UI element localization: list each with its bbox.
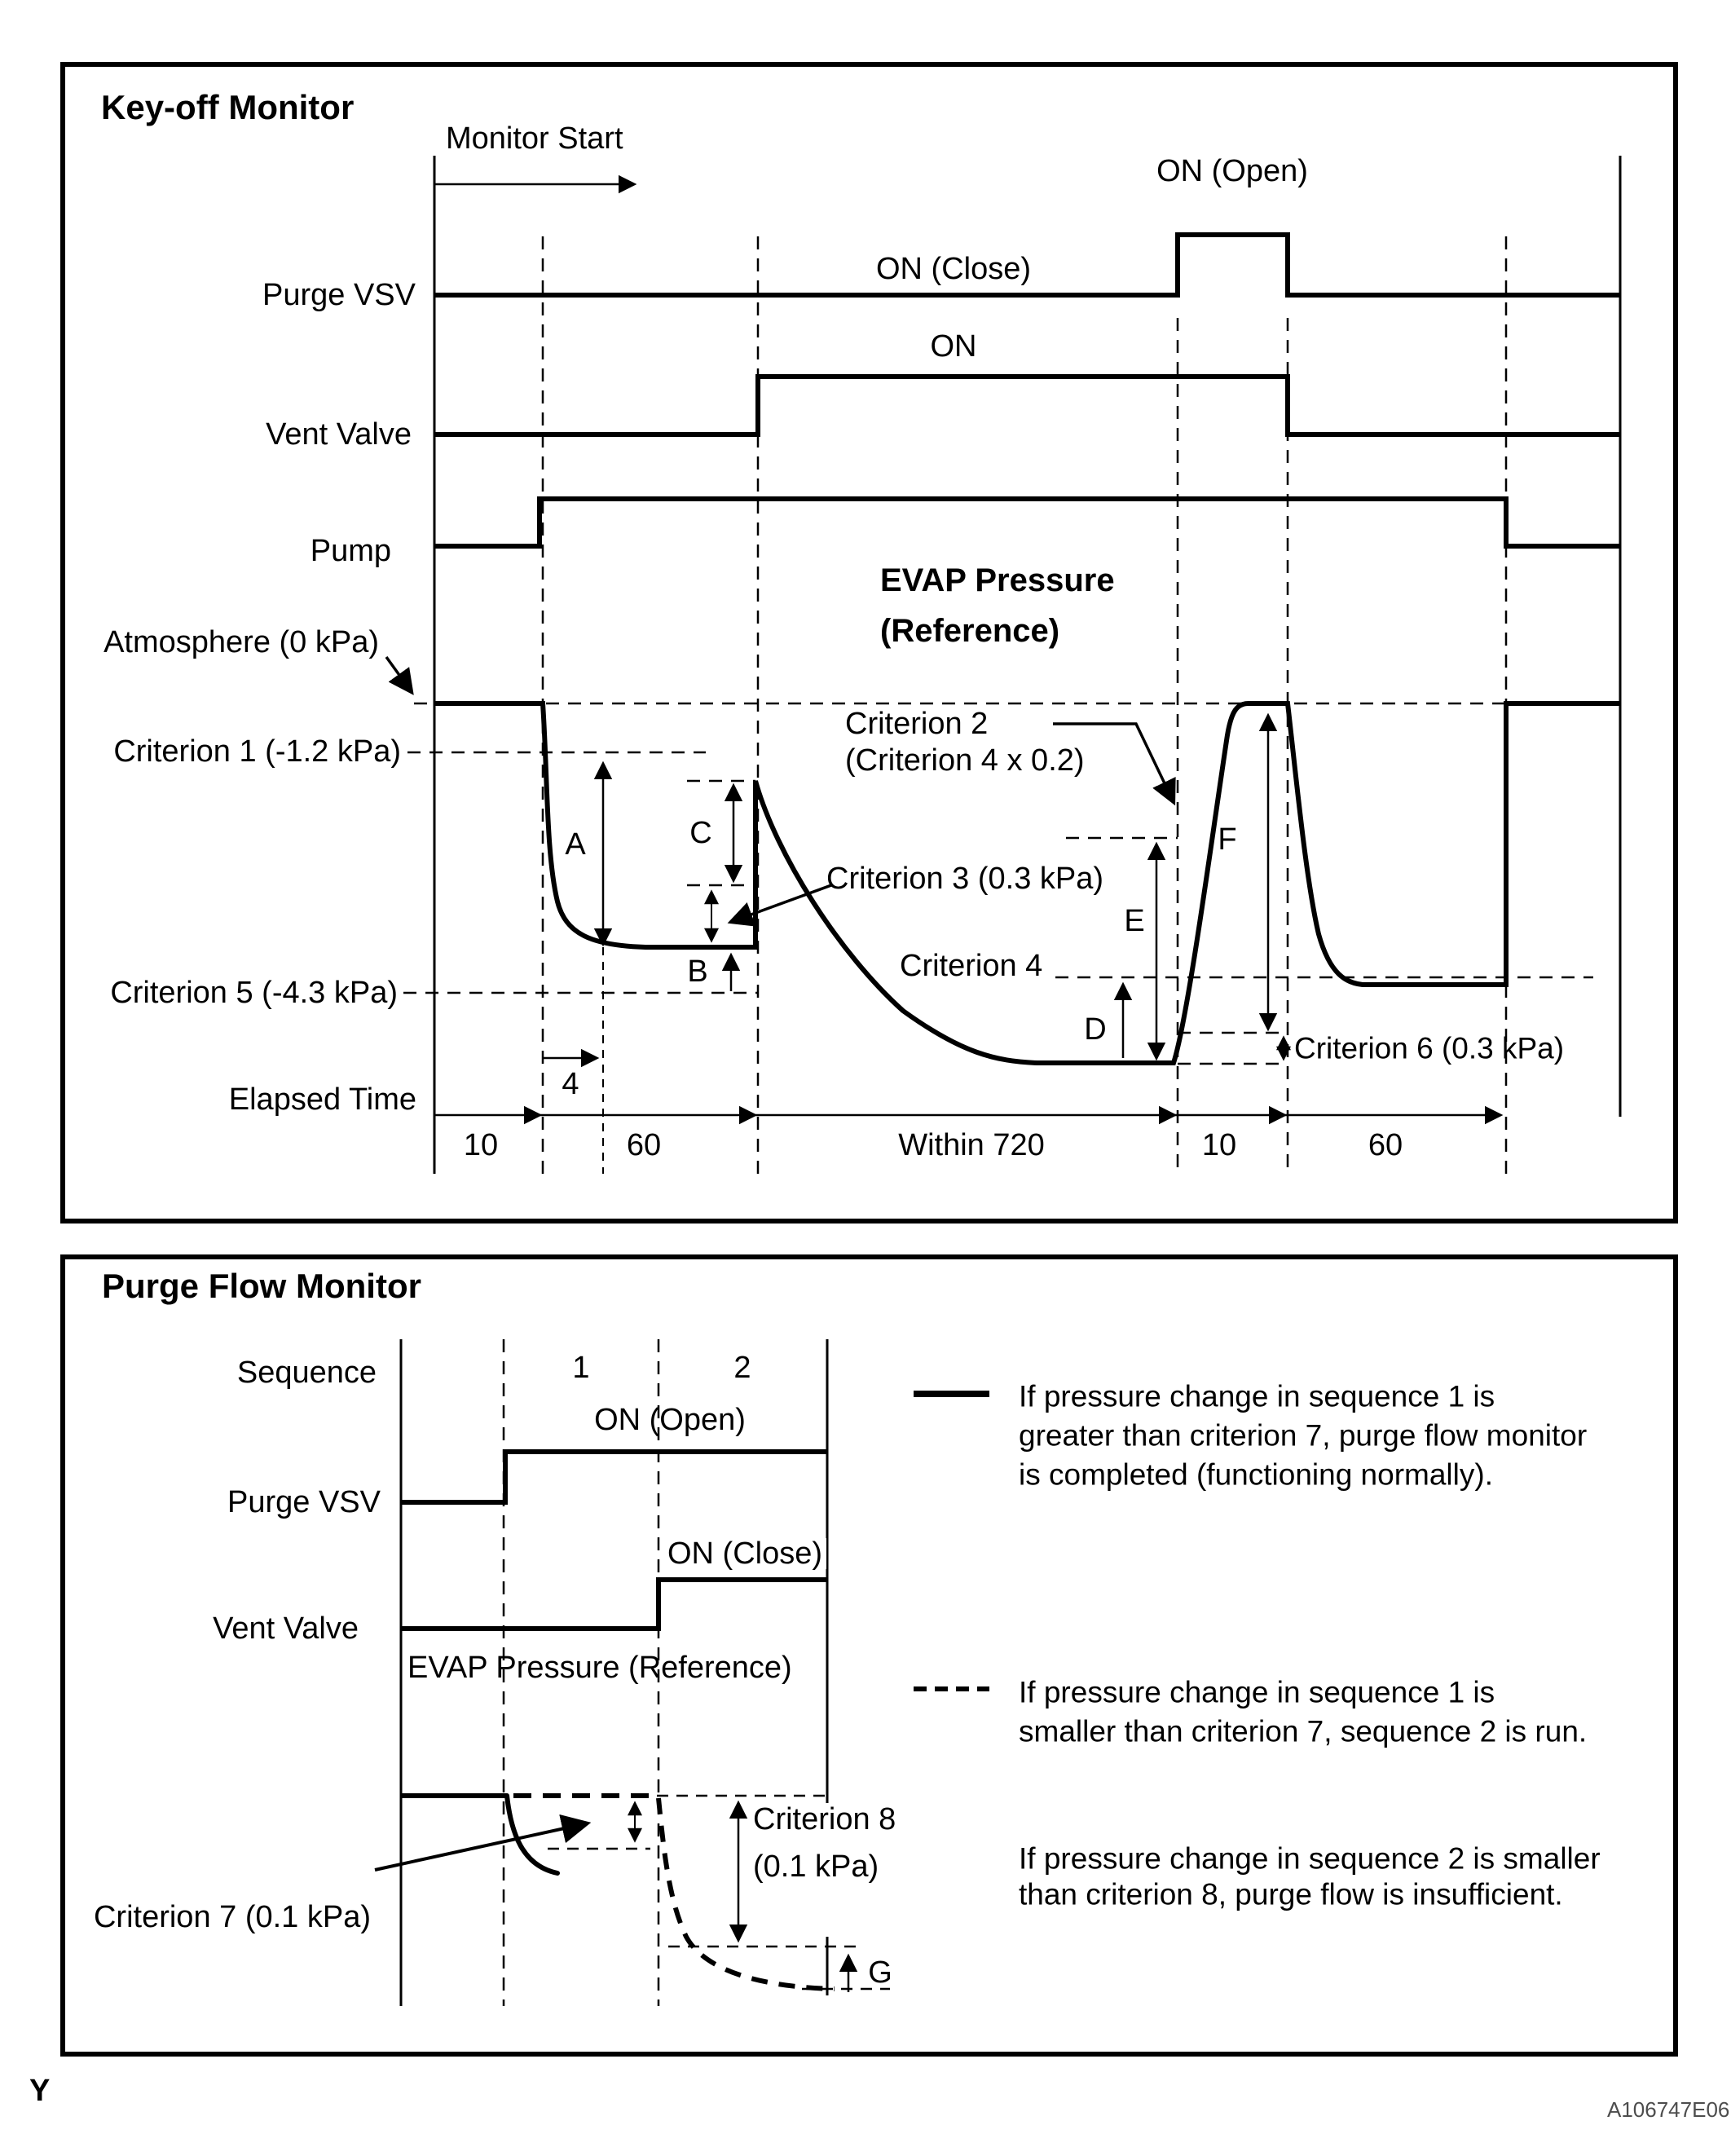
evap-pressure-title-line1: EVAP Pressure: [880, 562, 1115, 598]
waveforms-top: [434, 235, 1620, 1063]
vent-on-close-label-bottom: ON (Close): [663, 1538, 826, 1569]
figure-code: A106747E06: [1607, 2097, 1730, 2122]
four-second-label: 4: [562, 1067, 579, 1101]
time-label-10b: 10: [1201, 1128, 1237, 1162]
criterion3-label: Criterion 3 (0.3 kPa): [826, 862, 1104, 896]
criterion4-label: Criterion 4: [900, 949, 1043, 983]
page-marker: Y: [29, 2074, 51, 2108]
criterion7-label: Criterion 7 (0.1 kPa): [93, 1900, 371, 1934]
legend1-line2: greater than criterion 7, purge flow monitor: [1019, 1418, 1588, 1453]
atmosphere-leader-arrow: [386, 657, 412, 692]
legend3-line1: If pressure change in sequence 2 is smaller: [1019, 1841, 1601, 1876]
vent-valve-label-bottom: Vent Valve: [213, 1611, 359, 1646]
evap-reference-label-bottom: EVAP Pressure (Reference): [407, 1651, 792, 1685]
purge-flow-title: Purge Flow Monitor: [102, 1267, 421, 1305]
legend2-line2: smaller than criterion 7, sequence 2 is run.: [1019, 1714, 1588, 1748]
sequence1-label: 1: [572, 1351, 590, 1385]
marker-c-label: C: [689, 816, 712, 850]
time-label-within720: Within 720: [898, 1128, 1045, 1162]
atmosphere-label: Atmosphere (0 kPa): [104, 625, 379, 659]
marker-e-label: E: [1124, 904, 1145, 938]
purge-vsv-label-bottom: Purge VSV: [227, 1485, 381, 1519]
marker-b-label: B: [687, 955, 708, 989]
marker-f-label: F: [1218, 822, 1237, 857]
elapsed-time-label: Elapsed Time: [228, 1082, 416, 1117]
criterion7-leader-arrow: [375, 1823, 587, 1870]
criterion8-label-line2: (0.1 kPa): [749, 1851, 883, 1882]
purge-vsv-label-top: Purge VSV: [262, 278, 416, 312]
purge-on-open-label-top: ON (Open): [1156, 154, 1308, 188]
keyoff-title: Key-off Monitor: [101, 88, 355, 126]
criterion2-label-line1: Criterion 2: [845, 707, 989, 741]
legend1-line3: is completed (functioning normally).: [1019, 1457, 1493, 1492]
waveforms-bottom: [401, 1452, 835, 1989]
marker-g-label: G: [868, 1955, 892, 1990]
criterion2-label-line2: (Criterion 4 x 0.2): [845, 743, 1085, 778]
purge-on-open-label-bottom: ON (Open): [594, 1403, 746, 1437]
purge-vsv-waveform-bottom: [401, 1452, 827, 1502]
marker-d-label: D: [1084, 1012, 1107, 1047]
vent-on-label-top: ON: [930, 329, 977, 364]
time-label-60b: 60: [1368, 1128, 1403, 1162]
criterion1-label: Criterion 1 (-1.2 kPa): [113, 734, 401, 769]
legend1-line1: If pressure change in sequence 1 is: [1019, 1379, 1495, 1413]
time-label-10a: 10: [463, 1128, 499, 1162]
marker-a-label: A: [565, 827, 586, 862]
pump-label: Pump: [310, 534, 391, 568]
legend2-line1: If pressure change in sequence 1 is: [1019, 1675, 1495, 1709]
purge-on-close-label-top: ON (Close): [875, 252, 1032, 286]
vent-valve-waveform-bottom: [401, 1580, 827, 1629]
pump-waveform: [434, 499, 1620, 546]
legend3-line2: than criterion 8, purge flow is insufficient.: [1019, 1877, 1563, 1911]
vent-valve-waveform-top: [434, 377, 1620, 434]
criterion5-label: Criterion 5 (-4.3 kPa): [110, 976, 398, 1010]
sequence-label: Sequence: [236, 1356, 377, 1390]
time-label-60a: 60: [626, 1128, 662, 1162]
criterion8-label-line1: Criterion 8: [749, 1804, 900, 1835]
evap-pressure-title-line2: (Reference): [880, 613, 1060, 649]
sequence2-label: 2: [733, 1351, 751, 1385]
criterion6-label: Criterion 6 (0.3 kPa): [1294, 1031, 1565, 1065]
monitor-start-label: Monitor Start: [446, 121, 623, 156]
vent-valve-label-top: Vent Valve: [266, 417, 412, 452]
